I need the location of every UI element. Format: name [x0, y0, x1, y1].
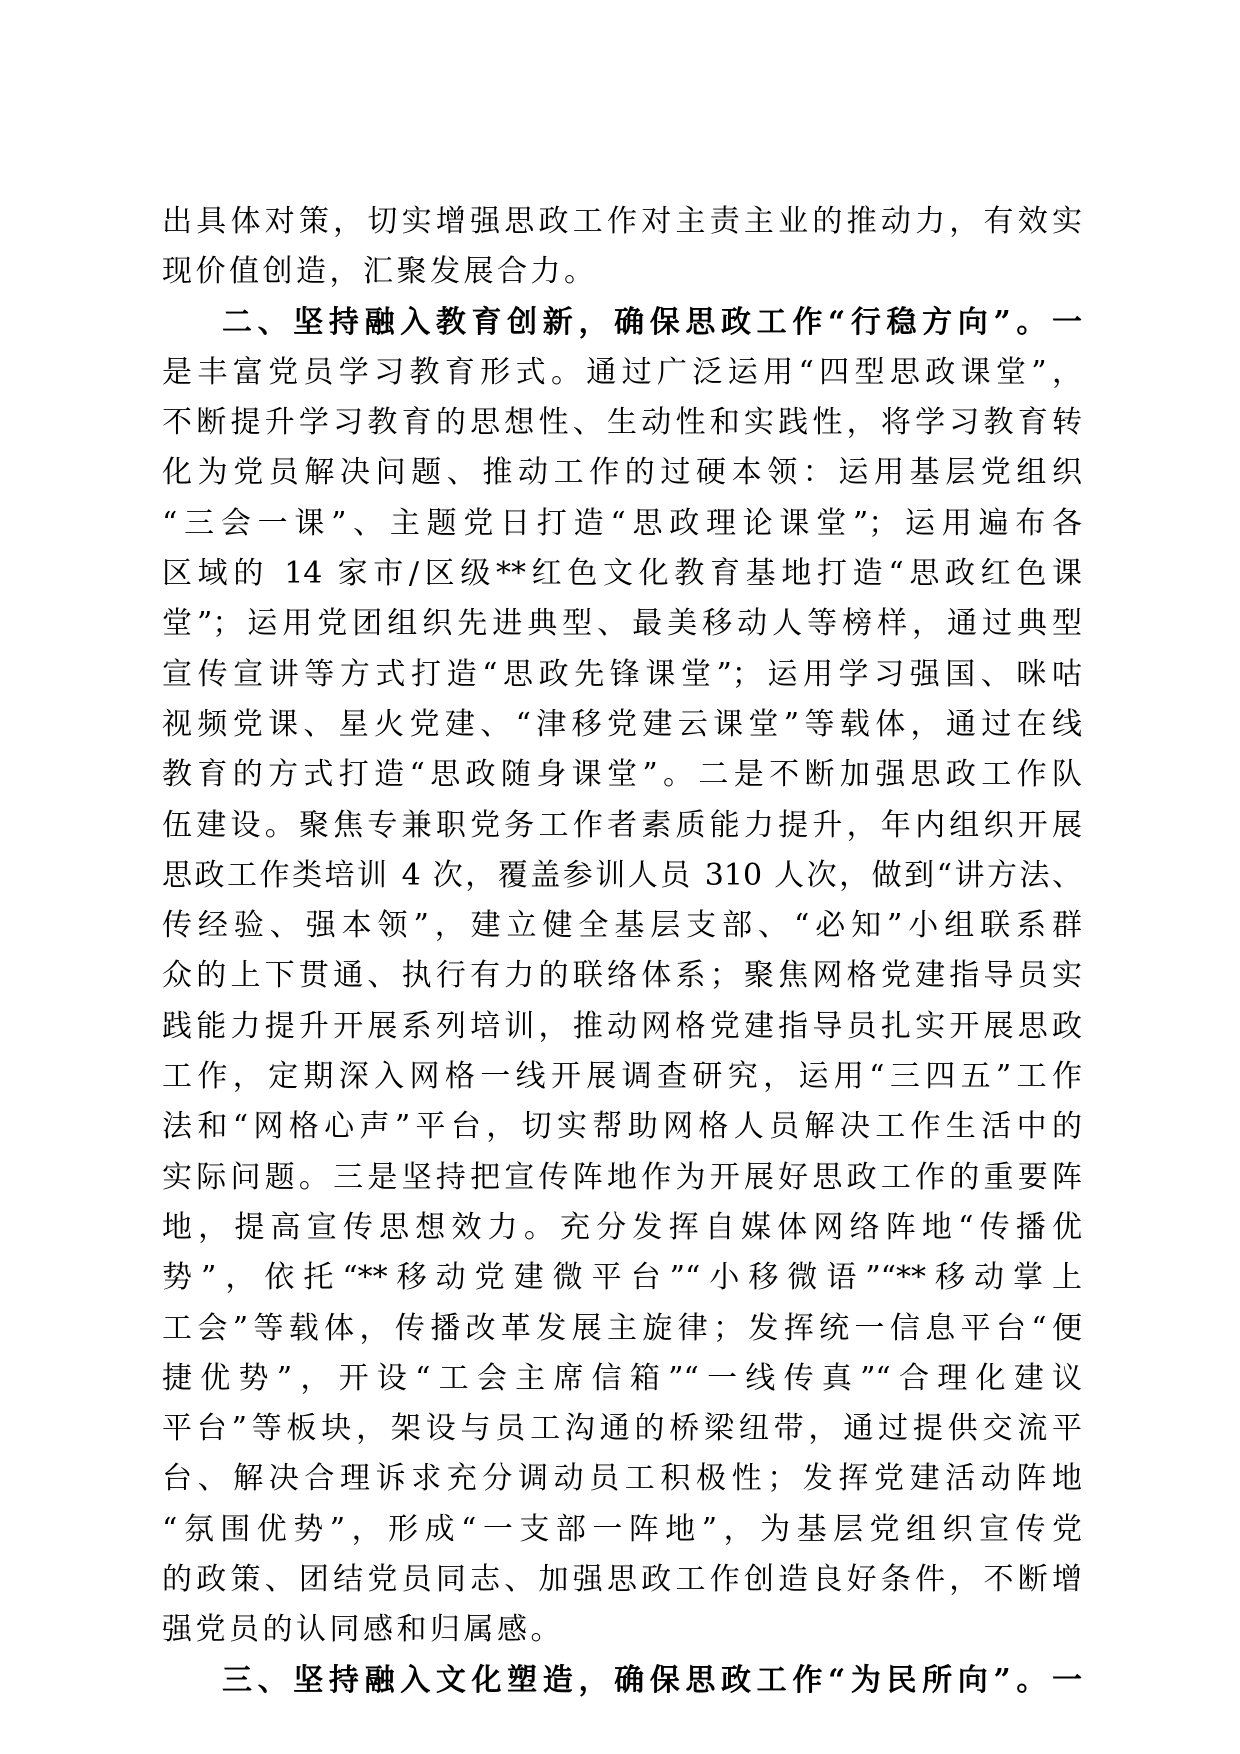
paragraph-line: 工会”等载体，传播改革发展主旋律；发挥统一信息平台“便 [162, 1310, 1082, 1346]
section-heading-line: 二、坚持融入教育创新，确保思政工作“行稳方向”。一 [222, 304, 1082, 340]
paragraph-line: “氛围优势”，形成“一支部一阵地”，为基层党组织宣传党 [162, 1511, 1082, 1547]
paragraph-line: 众的上下贯通、执行有力的联络体系；聚焦网格党建指导员实 [162, 958, 1082, 994]
paragraph-line: 区域的 14 家市/区级**红色文化教育基地打造“思政红色课 [162, 556, 1082, 592]
paragraph-line: 地，提高宣传思想效力。充分发挥自媒体网络阵地“传播优 [162, 1209, 1082, 1245]
paragraph-line: 是丰富党员学习教育形式。通过广泛运用“四型思政课堂”， [162, 354, 1082, 390]
paragraph-line: “三会一课”、主题党日打造“思政理论课堂”；运用遍布各 [162, 505, 1082, 541]
paragraph-line: 教育的方式打造“思政随身课堂”。二是不断加强思政工作队 [162, 757, 1082, 793]
paragraph-line: 的政策、团结党员同志、加强思政工作创造良好条件，不断增 [162, 1562, 1082, 1598]
paragraph-line: 捷优势”，开设“工会主席信箱”“一线传真”“合理化建议 [162, 1360, 1082, 1396]
body-text [162, 197, 1082, 1706]
paragraph-line: 强党员的认同感和归属感。 [162, 1612, 564, 1648]
paragraph-line: 堂”；运用党团组织先进典型、最美移动人等榜样，通过典型 [162, 606, 1082, 642]
paragraph-line: 平台”等板块，架设与员工沟通的桥梁纽带，通过提供交流平 [162, 1411, 1082, 1447]
paragraph-line: 势”，依托“**移动党建微平台”“小移微语”“**移动掌上 [162, 1260, 1082, 1296]
paragraph-line: 实际问题。三是坚持把宣传阵地作为开展好思政工作的重要阵 [162, 1159, 1082, 1195]
paragraph-line: 宣传宣讲等方式打造“思政先锋课堂”；运用学习强国、咪咕 [162, 656, 1082, 692]
paragraph-line: 传经验、强本领”，建立健全基层支部、“必知”小组联系群 [162, 908, 1082, 944]
paragraph-line: 工作，定期深入网格一线开展调查研究，运用“三四五”工作 [162, 1059, 1082, 1095]
paragraph-line: 台、解决合理诉求充分调动员工积极性；发挥党建活动阵地 [162, 1461, 1082, 1497]
paragraph-line: 现价值创造，汇聚发展合力。 [162, 254, 598, 290]
paragraph-line: 践能力提升开展系列培训，推动网格党建指导员扎实开展思政 [162, 1008, 1082, 1044]
paragraph-line: 出具体对策，切实增强思政工作对主责主业的推动力，有效实 [162, 204, 1082, 239]
section-heading-line: 三、坚持融入文化塑造，确保思政工作“为民所向”。一 [222, 1662, 1082, 1698]
paragraph-line: 伍建设。聚焦专兼职党务工作者素质能力提升，年内组织开展 [162, 807, 1082, 843]
paragraph-line: 法和“网格心声”平台，切实帮助网格人员解决工作生活中的 [162, 1109, 1082, 1145]
paragraph-line: 化为党员解决问题、推动工作的过硬本领：运用基层党组织 [162, 455, 1082, 491]
paragraph-line: 思政工作类培训 4 次，覆盖参训人员 310 人次，做到“讲方法、 [162, 857, 1082, 893]
paragraph-line: 不断提升学习教育的思想性、生动性和实践性，将学习教育转 [162, 405, 1082, 441]
paragraph-line: 视频党课、星火党建、“津移党建云课堂”等载体，通过在线 [162, 706, 1082, 742]
